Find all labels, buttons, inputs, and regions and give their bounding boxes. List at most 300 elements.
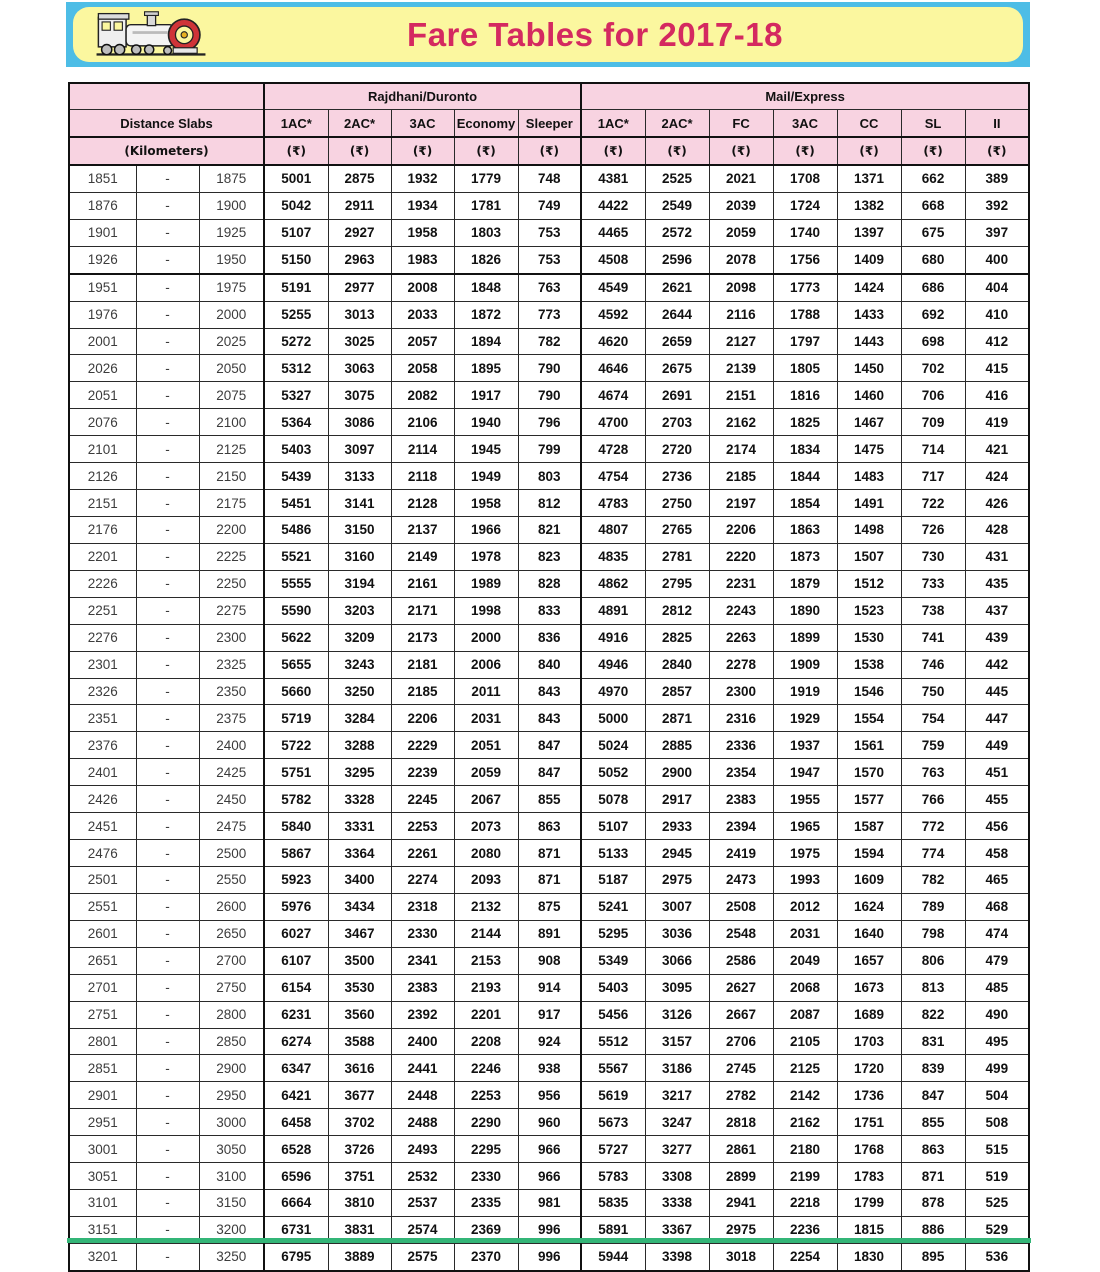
distance-to: 2325	[199, 651, 264, 678]
fare-value: 4891	[581, 597, 645, 624]
distance-separator: -	[136, 732, 199, 759]
fare-value: 1703	[837, 1028, 901, 1055]
distance-to: 2375	[199, 705, 264, 732]
fare-value: 2963	[328, 246, 391, 273]
fare-value: 2548	[709, 920, 773, 947]
fare-value: 5521	[264, 543, 328, 570]
fare-value: 2012	[773, 893, 837, 920]
fare-row	[69, 732, 1029, 759]
fare-value: 1773	[773, 274, 837, 301]
fare-value: 3063	[328, 355, 391, 382]
header-banner	[66, 2, 1030, 67]
fare-value: 3066	[645, 947, 709, 974]
fare-value: 2857	[645, 678, 709, 705]
fare-value: 2180	[773, 1136, 837, 1163]
fare-value: 3095	[645, 974, 709, 1001]
fare-value: 5867	[264, 840, 328, 867]
fare-value: 668	[901, 192, 965, 219]
fare-value: 2236	[773, 1216, 837, 1243]
fare-value: 449	[965, 732, 1029, 759]
fare-value: 5655	[264, 651, 328, 678]
fare-value: 1937	[773, 732, 837, 759]
fare-row	[69, 1163, 1029, 1190]
distance-to: 2700	[199, 947, 264, 974]
fare-value: 5660	[264, 678, 328, 705]
fare-row	[69, 974, 1029, 1001]
fare-value: 754	[901, 705, 965, 732]
fare-value: 2067	[454, 786, 518, 813]
fare-value: 966	[518, 1163, 581, 1190]
fare-value: 4754	[581, 463, 645, 490]
fare-value: 1736	[837, 1082, 901, 1109]
fare-value: 5312	[264, 355, 328, 382]
fare-value: 4807	[581, 516, 645, 543]
distance-from: 3051	[69, 1163, 136, 1190]
fare-value: 1397	[837, 219, 901, 246]
distance-separator: -	[136, 1190, 199, 1217]
fare-row	[69, 1190, 1029, 1217]
distance-to: 2650	[199, 920, 264, 947]
fare-value: 753	[518, 246, 581, 273]
distance-to: 2350	[199, 678, 264, 705]
fare-value: 662	[901, 165, 965, 192]
fare-value: 2917	[645, 786, 709, 813]
fare-value: 5783	[581, 1163, 645, 1190]
fare-value: 839	[901, 1055, 965, 1082]
fare-value: 714	[901, 436, 965, 463]
fare-value: 750	[901, 678, 965, 705]
fare-value: 1779	[454, 165, 518, 192]
fare-value: 2812	[645, 597, 709, 624]
fare-value: 400	[965, 246, 1029, 273]
fare-value: 1538	[837, 651, 901, 678]
fare-value: 1475	[837, 436, 901, 463]
fare-value: 2021	[709, 165, 773, 192]
col-mail-cc: CC	[837, 110, 901, 138]
fare-value: 474	[965, 920, 1029, 947]
fare-row	[69, 1028, 1029, 1055]
fare-value: 847	[518, 732, 581, 759]
fare-value: 1863	[773, 516, 837, 543]
rupee-symbol: (₹)	[264, 137, 328, 165]
fare-value: 3616	[328, 1055, 391, 1082]
distance-separator: -	[136, 516, 199, 543]
fare-value: 2031	[454, 705, 518, 732]
rupee-symbol: (₹)	[581, 137, 645, 165]
distance-separator: -	[136, 192, 199, 219]
fare-value: 5024	[581, 732, 645, 759]
distance-separator: -	[136, 1136, 199, 1163]
fare-value: 5567	[581, 1055, 645, 1082]
distance-from: 3201	[69, 1243, 136, 1270]
fare-value: 2149	[391, 543, 454, 570]
fare-value: 981	[518, 1190, 581, 1217]
fare-row	[69, 1109, 1029, 1136]
fare-value: 2144	[454, 920, 518, 947]
distance-separator: -	[136, 1028, 199, 1055]
fare-value: 717	[901, 463, 965, 490]
fare-value: 726	[901, 516, 965, 543]
fare-value: 759	[901, 732, 965, 759]
fare-value: 2941	[709, 1190, 773, 1217]
fare-value: 2441	[391, 1055, 454, 1082]
fare-value: 1512	[837, 570, 901, 597]
fare-value: 2488	[391, 1109, 454, 1136]
fare-value: 415	[965, 355, 1029, 382]
fare-value: 2659	[645, 328, 709, 355]
fare-value: 5364	[264, 409, 328, 436]
fare-value: 847	[518, 759, 581, 786]
distance-from: 2551	[69, 893, 136, 920]
fare-value: 1799	[837, 1190, 901, 1217]
fare-value: 748	[518, 165, 581, 192]
fare-value: 455	[965, 786, 1029, 813]
distance-separator: -	[136, 813, 199, 840]
fare-value: 2720	[645, 436, 709, 463]
fare-row	[69, 463, 1029, 490]
fare-value: 3150	[328, 516, 391, 543]
fare-value: 2049	[773, 947, 837, 974]
fare-value: 1945	[454, 436, 518, 463]
fare-value: 1756	[773, 246, 837, 273]
fare-value: 1498	[837, 516, 901, 543]
fare-value: 1805	[773, 355, 837, 382]
fare-value: 1624	[837, 893, 901, 920]
distance-from: 1901	[69, 219, 136, 246]
fare-value: 956	[518, 1082, 581, 1109]
fare-row	[69, 409, 1029, 436]
fare-value: 2290	[454, 1109, 518, 1136]
fare-value: 2125	[773, 1055, 837, 1082]
fare-value: 499	[965, 1055, 1029, 1082]
fare-value: 456	[965, 813, 1029, 840]
distance-from: 1851	[69, 165, 136, 192]
fare-value: 5052	[581, 759, 645, 786]
fare-value: 738	[901, 597, 965, 624]
fare-value: 485	[965, 974, 1029, 1001]
rupee-symbol: (₹)	[837, 137, 901, 165]
fare-value: 2031	[773, 920, 837, 947]
fare-value: 1483	[837, 463, 901, 490]
fare-value: 1965	[773, 813, 837, 840]
fare-value: 2199	[773, 1163, 837, 1190]
distance-from: 2451	[69, 813, 136, 840]
fare-value: 5727	[581, 1136, 645, 1163]
fare-row	[69, 840, 1029, 867]
fare-value: 5241	[581, 893, 645, 920]
distance-to: 2200	[199, 516, 264, 543]
distance-to: 2300	[199, 624, 264, 651]
rupee-symbol: (₹)	[645, 137, 709, 165]
fare-value: 6596	[264, 1163, 328, 1190]
fare-value: 3243	[328, 651, 391, 678]
distance-from: 2126	[69, 463, 136, 490]
fare-row	[69, 705, 1029, 732]
fare-value: 1947	[773, 759, 837, 786]
distance-from: 2201	[69, 543, 136, 570]
fare-value: 1872	[454, 301, 518, 328]
fare-value: 2006	[454, 651, 518, 678]
fare-value: 895	[901, 1243, 965, 1270]
distance-to: 3150	[199, 1190, 264, 1217]
fare-value: 2033	[391, 301, 454, 328]
fare-value: 5835	[581, 1190, 645, 1217]
col-mail-1ac: 1AC*	[581, 110, 645, 138]
fare-value: 2171	[391, 597, 454, 624]
distance-from: 2101	[69, 436, 136, 463]
distance-to: 2450	[199, 786, 264, 813]
fare-value: 458	[965, 840, 1029, 867]
fare-value: 4700	[581, 409, 645, 436]
fare-value: 5891	[581, 1216, 645, 1243]
fare-value: 2621	[645, 274, 709, 301]
fare-value: 2051	[454, 732, 518, 759]
kilometers-label: (Kilometers)	[69, 137, 264, 165]
fare-value: 2008	[391, 274, 454, 301]
fare-value: 1894	[454, 328, 518, 355]
fare-value: 4422	[581, 192, 645, 219]
fare-value: 1570	[837, 759, 901, 786]
fare-value: 1949	[454, 463, 518, 490]
fare-value: 908	[518, 947, 581, 974]
fare-value: 3588	[328, 1028, 391, 1055]
fare-value: 5439	[264, 463, 328, 490]
fare-value: 4674	[581, 382, 645, 409]
fare-value: 2231	[709, 570, 773, 597]
distance-from: 2701	[69, 974, 136, 1001]
fare-value: 1815	[837, 1216, 901, 1243]
fare-value: 2825	[645, 624, 709, 651]
fare-value: 1587	[837, 813, 901, 840]
fare-row	[69, 866, 1029, 893]
fare-value: 1940	[454, 409, 518, 436]
rupee-symbol: (₹)	[328, 137, 391, 165]
fare-value: 3133	[328, 463, 391, 490]
fare-value: 2274	[391, 866, 454, 893]
fare-value: 3726	[328, 1136, 391, 1163]
fare-value: 1975	[773, 840, 837, 867]
fare-value: 1467	[837, 409, 901, 436]
fare-value: 1909	[773, 651, 837, 678]
fare-value: 5555	[264, 570, 328, 597]
fare-value: 2736	[645, 463, 709, 490]
distance-to: 3050	[199, 1136, 264, 1163]
fare-value: 3186	[645, 1055, 709, 1082]
fare-value: 392	[965, 192, 1029, 219]
fare-value: 2627	[709, 974, 773, 1001]
fare-value: 1932	[391, 165, 454, 192]
fare-value: 2057	[391, 328, 454, 355]
fare-value: 447	[965, 705, 1029, 732]
fare-value: 6347	[264, 1055, 328, 1082]
fare-value: 3277	[645, 1136, 709, 1163]
fare-value: 3398	[645, 1243, 709, 1270]
fare-value: 886	[901, 1216, 965, 1243]
fare-value: 5042	[264, 192, 328, 219]
fare-value: 2082	[391, 382, 454, 409]
fare-value: 5107	[264, 219, 328, 246]
fare-value: 2911	[328, 192, 391, 219]
fare-value: 2193	[454, 974, 518, 1001]
distance-to: 2000	[199, 301, 264, 328]
fare-value: 730	[901, 543, 965, 570]
fare-value: 5403	[581, 974, 645, 1001]
fare-value: 1834	[773, 436, 837, 463]
fare-value: 3097	[328, 436, 391, 463]
distance-separator: -	[136, 570, 199, 597]
col-mail-fc: FC	[709, 110, 773, 138]
fare-value: 2336	[709, 732, 773, 759]
fare-value: 2330	[454, 1163, 518, 1190]
distance-from: 1976	[69, 301, 136, 328]
fare-value: 428	[965, 516, 1029, 543]
fare-value: 4508	[581, 246, 645, 273]
fare-value: 698	[901, 328, 965, 355]
fare-row	[69, 1082, 1029, 1109]
fare-value: 798	[901, 920, 965, 947]
fare-value: 5272	[264, 328, 328, 355]
fare-value: 2691	[645, 382, 709, 409]
fare-value: 753	[518, 219, 581, 246]
col-rajdhani-sleeper: Sleeper	[518, 110, 581, 138]
fare-value: 2116	[709, 301, 773, 328]
fare-value: 3209	[328, 624, 391, 651]
fare-value: 5255	[264, 301, 328, 328]
distance-to: 2275	[199, 597, 264, 624]
fare-value: 5619	[581, 1082, 645, 1109]
fare-value: 2341	[391, 947, 454, 974]
fare-value: 2933	[645, 813, 709, 840]
fare-value: 5191	[264, 274, 328, 301]
fare-value: 1409	[837, 246, 901, 273]
distance-to: 2800	[199, 1001, 264, 1028]
fare-value: 871	[518, 866, 581, 893]
distance-separator: -	[136, 436, 199, 463]
distance-separator: -	[136, 1082, 199, 1109]
fare-value: 2173	[391, 624, 454, 651]
fare-value: 435	[965, 570, 1029, 597]
fare-value: 2765	[645, 516, 709, 543]
group-header-rajdhani: Rajdhani/Duronto	[264, 83, 581, 110]
distance-to: 2900	[199, 1055, 264, 1082]
distance-slabs-header: Distance Slabs	[69, 110, 264, 138]
fare-value: 774	[901, 840, 965, 867]
fare-value: 5782	[264, 786, 328, 813]
fare-value: 722	[901, 490, 965, 517]
fare-value: 5719	[264, 705, 328, 732]
fare-value: 1523	[837, 597, 901, 624]
fare-value: 2162	[773, 1109, 837, 1136]
fare-value: 1491	[837, 490, 901, 517]
fare-value: 966	[518, 1136, 581, 1163]
fare-value: 5327	[264, 382, 328, 409]
distance-from: 2651	[69, 947, 136, 974]
fare-value: 2335	[454, 1190, 518, 1217]
fare-value: 3157	[645, 1028, 709, 1055]
fare-value: 1657	[837, 947, 901, 974]
fare-value: 914	[518, 974, 581, 1001]
fare-value: 2840	[645, 651, 709, 678]
fare-value: 3467	[328, 920, 391, 947]
fare-value: 2782	[709, 1082, 773, 1109]
fare-value: 875	[518, 893, 581, 920]
distance-from: 2426	[69, 786, 136, 813]
distance-separator: -	[136, 678, 199, 705]
fare-value: 424	[965, 463, 1029, 490]
rupee-symbol: (₹)	[773, 137, 837, 165]
fare-value: 3217	[645, 1082, 709, 1109]
distance-from: 3151	[69, 1216, 136, 1243]
rupee-symbol: (₹)	[391, 137, 454, 165]
fare-value: 790	[518, 382, 581, 409]
distance-from: 2001	[69, 328, 136, 355]
fare-value: 2667	[709, 1001, 773, 1028]
fare-value: 1689	[837, 1001, 901, 1028]
fare-value: 2263	[709, 624, 773, 651]
distance-separator: -	[136, 651, 199, 678]
col-mail-3ac: 3AC	[773, 110, 837, 138]
fare-value: 6027	[264, 920, 328, 947]
fare-value: 1768	[837, 1136, 901, 1163]
fare-value: 2861	[709, 1136, 773, 1163]
footer-divider	[67, 1238, 1031, 1243]
fare-value: 3810	[328, 1190, 391, 1217]
distance-separator: -	[136, 1055, 199, 1082]
fare-value: 2218	[773, 1190, 837, 1217]
fare-value: 6795	[264, 1243, 328, 1270]
distance-to: 2950	[199, 1082, 264, 1109]
fare-value: 515	[965, 1136, 1029, 1163]
fare-value: 2118	[391, 463, 454, 490]
distance-separator: -	[136, 624, 199, 651]
fare-value: 823	[518, 543, 581, 570]
distance-separator: -	[136, 786, 199, 813]
fare-value: 1958	[454, 490, 518, 517]
rupee-symbol: (₹)	[709, 137, 773, 165]
fare-value: 6154	[264, 974, 328, 1001]
fare-value: 2201	[454, 1001, 518, 1028]
distance-from: 2501	[69, 866, 136, 893]
fare-value: 6107	[264, 947, 328, 974]
fare-value: 5923	[264, 866, 328, 893]
col-mail-ii: II	[965, 110, 1029, 138]
fare-row	[69, 490, 1029, 517]
fare-value: 2574	[391, 1216, 454, 1243]
fare-value: 675	[901, 219, 965, 246]
fare-value: 828	[518, 570, 581, 597]
fare-value: 692	[901, 301, 965, 328]
distance-from: 1926	[69, 246, 136, 273]
distance-from: 2226	[69, 570, 136, 597]
fare-value: 863	[901, 1136, 965, 1163]
distance-separator: -	[136, 947, 199, 974]
fare-value: 1844	[773, 463, 837, 490]
col-rajdhani-economy: Economy	[454, 110, 518, 138]
fare-value: 2448	[391, 1082, 454, 1109]
distance-separator: -	[136, 490, 199, 517]
fare-row	[69, 759, 1029, 786]
col-rajdhani-1ac: 1AC*	[264, 110, 328, 138]
distance-from: 2301	[69, 651, 136, 678]
fare-value: 2073	[454, 813, 518, 840]
rupee-symbol: (₹)	[518, 137, 581, 165]
fare-value: 782	[518, 328, 581, 355]
fare-value: 2900	[645, 759, 709, 786]
fare-value: 439	[965, 624, 1029, 651]
distance-to: 1950	[199, 246, 264, 273]
fare-value: 1917	[454, 382, 518, 409]
distance-separator: -	[136, 866, 199, 893]
